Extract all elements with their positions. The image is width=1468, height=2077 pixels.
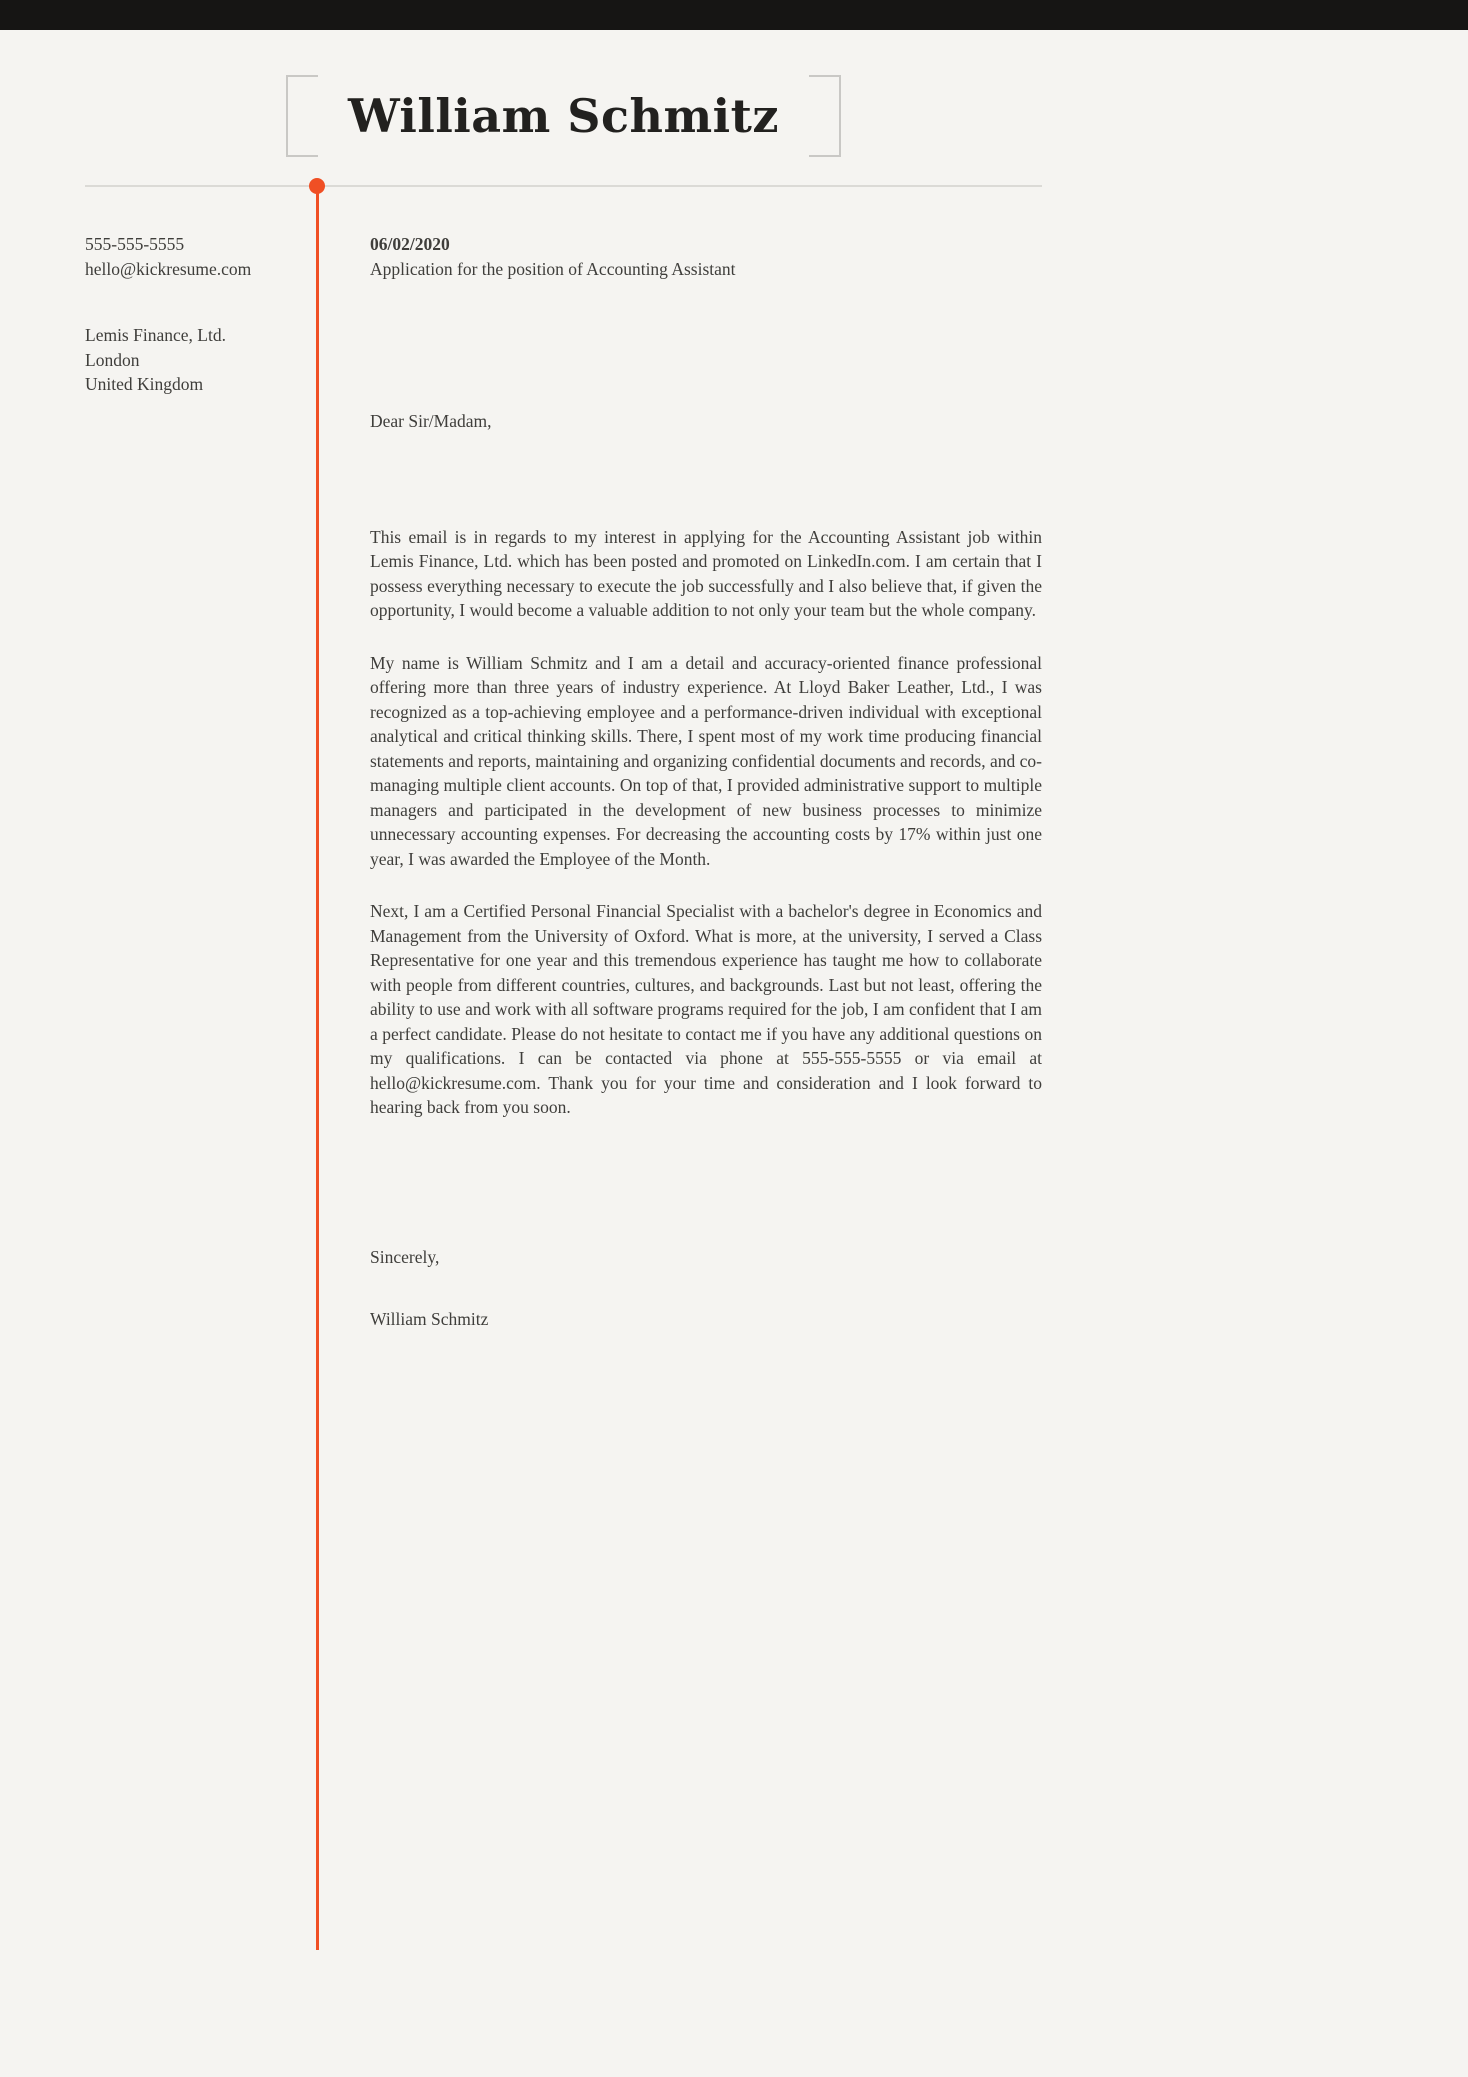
paragraph: Next, I am a Certified Personal Financial Specialist with a bachelor's degree in Economics and Management from the University of Oxford. What is more, at the university, I served a Class Representative for one year and this tremendous experience has taught me how to collaborate with people from different countries, cultures, and backgrounds. Last but not least, offering the ability to use and work with all software programs required for the job, I am confident that I am a perfect candidate. Please do not hesitate to contact me if you have any additional questions on my qualifications. I can be contacted via phone at 555-555-5555 or via email at hello@kickresume.com. Thank you for your time and consideration and I look forward to hearing back from you soon.	[370, 901, 1042, 1117]
contact-sidebar	[85, 232, 370, 1332]
sender-email: hello@kickresume.com	[85, 258, 252, 279]
horizontal-divider	[85, 185, 1042, 187]
letter-body	[370, 232, 1042, 1332]
paragraph: My name is William Schmitz and I am a detail and accuracy-oriented finance professional offering more than three years of industry experience. At Lloyd Baker Leather, Ltd., I was recognized as a top-achieving employee and a performance-driven individual with exceptional analytical and critical thinking skills. There, I spent most of my work time producing financial statements and reports, maintaining and organizing confidential documents and records, and co-managing multiple client accounts. On top of that, I provided administrative support to multiple managers and participated in the development of new business processes to minimize unnecessary accounting expenses. For decreasing the accounting costs by 17% within just one year, I was awarded the Employee of the Month.	[370, 652, 1042, 869]
letter-columns	[85, 185, 1042, 1332]
right-bracket-decoration	[809, 75, 841, 157]
top-bar	[0, 0, 1468, 30]
sender-phone: 555-555-5555	[85, 234, 185, 254]
paragraph: This email is in regards to my interest in applying for the Accounting Assistant job within Lemis Finance, Ltd. which has been posted and promoted on LinkedIn.com. I am certain that I possess everything necessary to execute the job successfully and I also believe that, if given the opportunity, I would become a valuable addition to not only your team but the whole company.	[370, 526, 1042, 620]
page-title: William Schmitz	[348, 88, 779, 143]
recipient-country: United Kingdom	[85, 374, 204, 394]
letter-subject: Application for the position of Accounting Assistant	[370, 258, 736, 279]
recipient-company: Lemis Finance, Ltd.	[85, 325, 226, 345]
closing: Sincerely,	[370, 1246, 440, 1267]
salutation: Dear Sir/Madam,	[370, 411, 492, 431]
vertical-accent-line	[316, 187, 319, 1950]
letter-date: 06/02/2020	[370, 234, 450, 254]
left-bracket-decoration	[286, 75, 318, 157]
header	[85, 30, 1042, 185]
document-content	[85, 30, 1042, 1332]
recipient-city: London	[85, 349, 140, 370]
signature: William Schmitz	[370, 1309, 489, 1329]
